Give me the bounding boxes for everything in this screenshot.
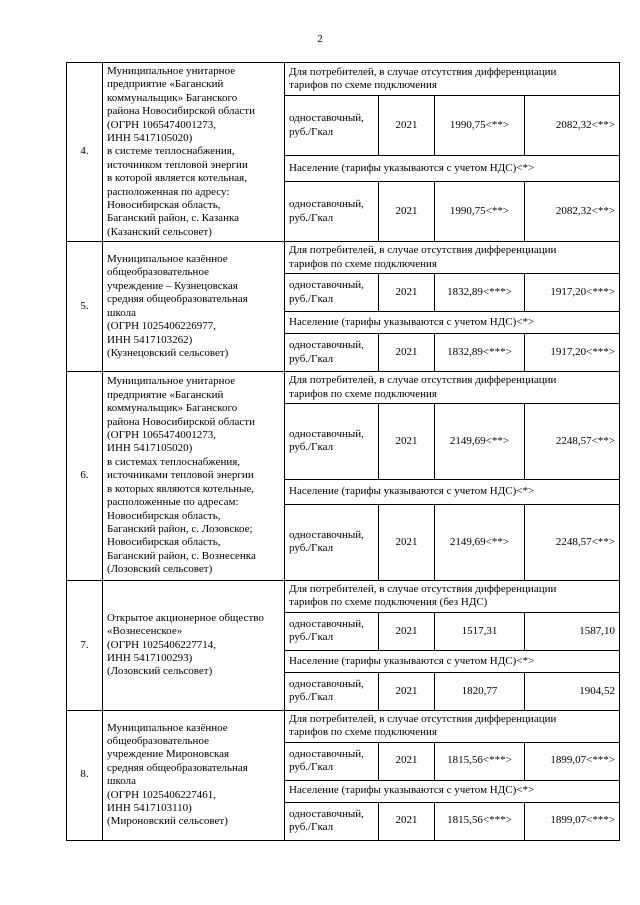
consumer-group-line: тарифов по схеме подключения (без НДС) — [289, 596, 488, 609]
tariff-type-line: руб./Гкал — [289, 125, 334, 138]
tariff-type-line: руб./Гкал — [289, 821, 334, 834]
tariff-value-first-half: 1990,75<**> — [435, 96, 525, 156]
organization-line: ИНН 5417100293) — [107, 652, 193, 665]
organization-line: предприятие «Баганский — [107, 388, 224, 401]
tariff-type — [285, 182, 379, 242]
organization-line: Открытое акционерное общество — [107, 611, 264, 624]
organization-line: в системах теплоснабжения, — [107, 455, 241, 468]
consumer-group-header — [285, 479, 620, 504]
consumer-group-line: Население (тарифы указываются с учетом НДС)<*> — [289, 485, 535, 498]
consumer-group-line: Для потребителей, в случае отсутствия дифференциации — [289, 65, 557, 78]
consumer-group-line: Для потребителей, в случае отсутствия дифференциации — [289, 244, 557, 257]
tariff-year: 2021 — [379, 274, 435, 312]
organization-line: «Вознесенское» — [107, 625, 183, 638]
tariff-value-second-half: 2248,57<**> — [525, 403, 620, 479]
organization-line: ИНН 5417103262) — [107, 333, 193, 346]
organization-line: школа — [107, 775, 136, 788]
consumer-group-line: тарифов по схеме подключения — [289, 387, 437, 400]
consumer-group-line: Население (тарифы указываются с учетом НДС)<*> — [289, 784, 535, 797]
tariff-type — [285, 403, 379, 479]
organization-line: расположенная по адресу: — [107, 185, 230, 198]
tariff-group-header-row — [67, 710, 620, 742]
organization-line: средняя общеобразовательная — [107, 761, 248, 774]
tariff-year: 2021 — [379, 96, 435, 156]
tariff-value-first-half: 2149,69<**> — [435, 504, 525, 580]
organization-line: (ОГРН 1065474001273, — [107, 429, 217, 442]
organization-line: источниками тепловой энергии — [107, 469, 254, 482]
tariff-type — [285, 742, 379, 780]
tariff-year: 2021 — [379, 612, 435, 650]
consumer-group-header — [285, 780, 620, 802]
tariff-year: 2021 — [379, 182, 435, 242]
tariff-type-line: руб./Гкал — [289, 441, 334, 454]
consumer-group-line: Население (тарифы указываются с учетом НДС)<*> — [289, 654, 535, 667]
tariff-year: 2021 — [379, 672, 435, 710]
tariff-type-line: одноставочный, — [289, 112, 364, 125]
tariff-table-body — [67, 63, 620, 841]
consumer-group-header — [285, 312, 620, 334]
tariff-type-line: руб./Гкал — [289, 352, 334, 365]
organization-line: Баганский район, с. Казанка — [107, 212, 240, 225]
consumer-group-line: тарифов по схеме подключения — [289, 726, 437, 739]
tariff-value-first-half: 1815,56<***> — [435, 802, 525, 840]
organization-line: Новосибирская область, — [107, 536, 221, 549]
organization-line: (ОГРН 1025406227714, — [107, 638, 217, 651]
organization-line: (ОГРН 1065474001273, — [107, 118, 217, 131]
organization-line: Муниципальное унитарное — [107, 375, 236, 388]
tariff-type — [285, 802, 379, 840]
organization-line: (Лозовский сельсовет) — [107, 665, 213, 678]
tariff-value-first-half: 1815,56<***> — [435, 742, 525, 780]
row-number: 5. — [67, 242, 103, 372]
organization-line: средняя общеобразовательная — [107, 293, 248, 306]
tariff-type-line: руб./Гкал — [289, 691, 334, 704]
tariff-type-line: одноставочный, — [289, 339, 364, 352]
organization-line: (Кузнецовский сельсовет) — [107, 346, 229, 359]
tariff-type-line: руб./Гкал — [289, 292, 334, 305]
organization-line: ИНН 5417105020) — [107, 442, 193, 455]
organization-line: учреждение – Кузнецовская — [107, 279, 238, 292]
organization-line: Баганский район, с. Лозовское; — [107, 522, 253, 535]
tariff-type-line: одноставочный, — [289, 677, 364, 690]
page-number: 2 — [317, 33, 323, 45]
organization-line: общеобразовательное — [107, 734, 209, 747]
row-number: 7. — [67, 580, 103, 710]
tariff-year: 2021 — [379, 334, 435, 372]
organization-line: коммунальщик» Баганского — [107, 402, 238, 415]
tariff-type-line: одноставочный, — [289, 747, 364, 760]
tariff-year: 2021 — [379, 403, 435, 479]
organization-line: (Лозовский сельсовет) — [107, 563, 213, 576]
organization-line: учреждение Мироновская — [107, 748, 230, 761]
organization-cell — [103, 372, 285, 581]
tariff-value-second-half: 2082,32<**> — [525, 182, 620, 242]
tariff-type — [285, 274, 379, 312]
tariff-type-line: одноставочный, — [289, 807, 364, 820]
consumer-group-line: тарифов по схеме подключения — [289, 257, 437, 270]
tariff-value-second-half: 1899,07<***> — [525, 802, 620, 840]
organization-cell — [103, 710, 285, 840]
organization-line: Муниципальное казённое — [107, 253, 228, 266]
consumer-group-line: Для потребителей, в случае отсутствия дифференциации — [289, 712, 557, 725]
row-number: 6. — [67, 372, 103, 581]
tariff-value-second-half: 1917,20<***> — [525, 334, 620, 372]
tariff-value-second-half: 1587,10 — [525, 612, 620, 650]
organization-line: школа — [107, 306, 136, 319]
organization-line: Новосибирская область, — [107, 199, 221, 212]
organization-line: источником тепловой энергии — [107, 158, 248, 171]
tariff-value-second-half: 1899,07<***> — [525, 742, 620, 780]
tariff-group-header-row — [67, 63, 620, 96]
organization-cell — [103, 580, 285, 710]
organization-line: (Казанский сельсовет) — [107, 225, 212, 238]
organization-line: предприятие «Баганский — [107, 78, 224, 91]
organization-line: Баганский район, с. Вознесенка — [107, 549, 256, 562]
consumer-group-line: Население (тарифы указываются с учетом НДС)<*> — [289, 315, 535, 328]
tariff-type — [285, 612, 379, 650]
organization-line: в которой является котельная, — [107, 172, 247, 185]
consumer-group-header — [285, 580, 620, 612]
tariff-value-first-half: 1832,89<***> — [435, 334, 525, 372]
organization-line: района Новосибирской области — [107, 105, 255, 118]
organization-line: в системе теплоснабжения, — [107, 145, 235, 158]
organization-line: Новосибирская область, — [107, 509, 221, 522]
tariff-group-header-row — [67, 372, 620, 404]
consumer-group-header — [285, 650, 620, 672]
tariff-value-first-half: 1820,77 — [435, 672, 525, 710]
tariff-value-first-half: 1832,89<***> — [435, 274, 525, 312]
tariff-group-header-row — [67, 580, 620, 612]
organization-line: (ОГРН 1025406226977, — [107, 320, 217, 333]
consumer-group-line: Для потребителей, в случае отсутствия дифференциации — [289, 374, 557, 387]
organization-line: района Новосибирской области — [107, 415, 255, 428]
organization-line: ИНН 5417103110) — [107, 801, 192, 814]
consumer-group-line: Население (тарифы указываются с учетом НДС)<*> — [289, 161, 535, 174]
tariff-value-first-half: 1517,31 — [435, 612, 525, 650]
tariff-type — [285, 334, 379, 372]
consumer-group-header — [285, 242, 620, 274]
tariff-value-first-half: 2149,69<**> — [435, 403, 525, 479]
consumer-group-line: тарифов по схеме подключения — [289, 79, 437, 91]
tariff-type — [285, 672, 379, 710]
tariff-group-header-row — [67, 242, 620, 274]
consumer-group-header — [285, 63, 620, 96]
organization-line: (ОГРН 1025406227461, — [107, 788, 217, 801]
organization-cell — [103, 63, 285, 242]
consumer-group-header — [285, 372, 620, 404]
tariff-type-line: одноставочный, — [289, 617, 364, 630]
tariff-type — [285, 96, 379, 156]
tariff-type-line: руб./Гкал — [289, 631, 334, 644]
tariff-value-second-half: 1904,52 — [525, 672, 620, 710]
organization-line: Муниципальное казённое — [107, 721, 228, 734]
tariff-year: 2021 — [379, 742, 435, 780]
organization-line: (Мироновский сельсовет) — [107, 815, 228, 828]
organization-line: коммунальщик» Баганского — [107, 91, 238, 104]
organization-line: ИНН 5417105020) — [107, 132, 193, 145]
tariff-type-line: одноставочный, — [289, 279, 364, 292]
row-number: 8. — [67, 710, 103, 840]
tariff-type-line: одноставочный, — [289, 529, 364, 541]
tariff-value-second-half: 2082,32<**> — [525, 96, 620, 156]
tariff-type-line: одноставочный, — [289, 198, 364, 211]
consumer-group-header — [285, 710, 620, 742]
tariff-type-line: руб./Гкал — [289, 211, 334, 224]
organization-cell — [103, 242, 285, 372]
consumer-group-line: Для потребителей, в случае отсутствия дифференциации — [289, 582, 557, 595]
organization-line: расположенные по адресам: — [107, 496, 239, 509]
tariff-type — [285, 504, 379, 580]
tariff-type-line: одноставочный, — [289, 428, 364, 440]
tariff-value-second-half: 2248,57<**> — [525, 504, 620, 580]
tariff-type-line: руб./Гкал — [289, 761, 334, 774]
organization-line: Муниципальное унитарное — [107, 65, 236, 77]
tariff-value-second-half: 1917,20<***> — [525, 274, 620, 312]
row-number: 4. — [67, 63, 103, 242]
tariff-year: 2021 — [379, 504, 435, 580]
tariff-value-first-half: 1990,75<**> — [435, 182, 525, 242]
tariff-table — [66, 62, 620, 841]
organization-line: общеобразовательное — [107, 266, 209, 279]
organization-line: в которых являются котельные, — [107, 482, 254, 495]
consumer-group-header — [285, 156, 620, 182]
tariff-type-line: руб./Гкал — [289, 542, 334, 555]
tariff-year: 2021 — [379, 802, 435, 840]
